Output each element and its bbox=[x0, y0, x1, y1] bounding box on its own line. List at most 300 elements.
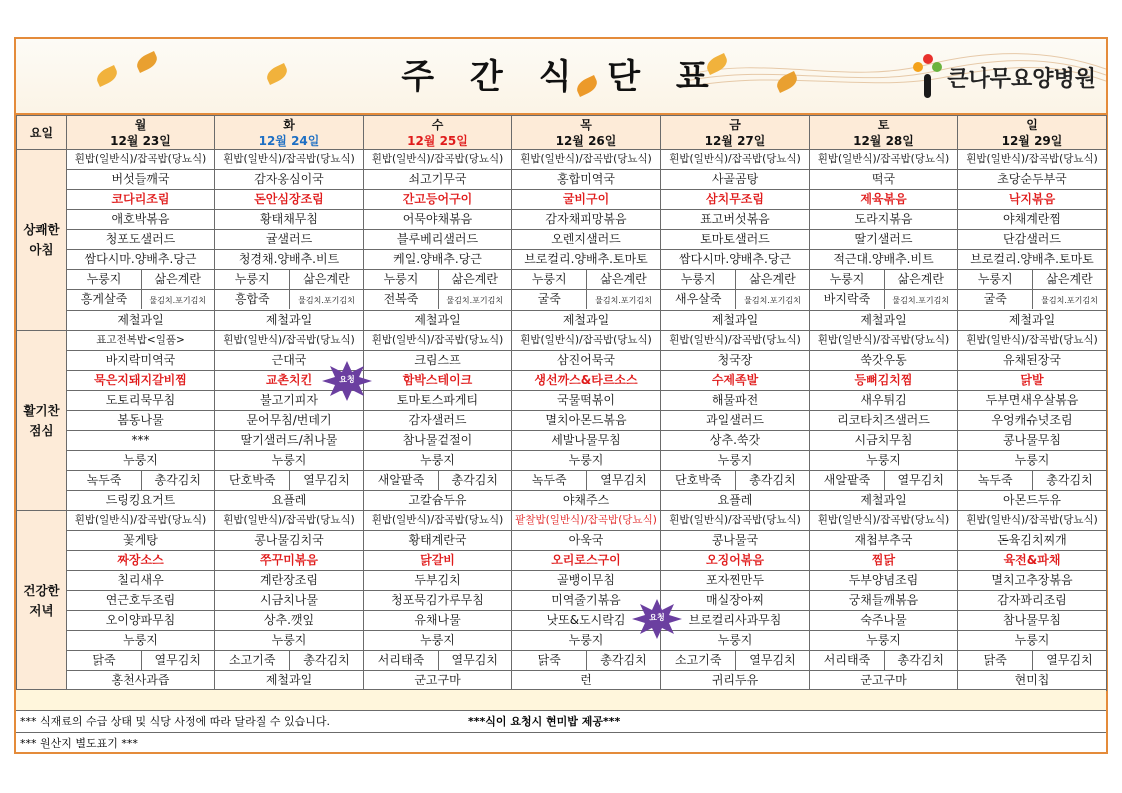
spacer-band bbox=[16, 689, 1106, 710]
porridge-item: 흥게살죽 bbox=[67, 290, 142, 309]
side-pair bbox=[810, 270, 958, 290]
menu-item: 쑥갓우동 bbox=[810, 351, 958, 371]
day-name: 목 bbox=[580, 117, 592, 132]
day-name: 월 bbox=[134, 117, 147, 132]
side-item: 누룽지 bbox=[512, 631, 661, 651]
menu-item: 상추.쑥갓 bbox=[661, 431, 810, 451]
dessert-item: 요플레 bbox=[661, 491, 810, 511]
menu-body bbox=[17, 150, 1107, 691]
day-header-mon bbox=[67, 116, 215, 150]
side-pair bbox=[512, 270, 661, 290]
kimchi-item: 총각김치 bbox=[600, 653, 647, 667]
menu-item: 떡국 bbox=[810, 170, 958, 190]
day-date: 12월 23일 bbox=[110, 133, 171, 148]
menu-item: 단감샐러드 bbox=[958, 230, 1107, 250]
menu-item: 매실장아찌 bbox=[661, 591, 810, 611]
menu-row bbox=[17, 451, 1107, 471]
menu-item: 포자찐만두 bbox=[661, 571, 810, 591]
menu-item: 골뱅이무침 bbox=[512, 571, 661, 591]
side-item: 누룽지 bbox=[67, 451, 215, 471]
kimchi-item: 총각김치 bbox=[1046, 473, 1093, 487]
menu-item: 궁채들깨볶음 bbox=[810, 591, 958, 611]
menu-item: 흰밥(일반식)/잡곡밥(당뇨식) bbox=[364, 331, 512, 351]
menu-item: 낫또&도시락김 bbox=[512, 611, 661, 631]
day-date: 12월 25일 bbox=[407, 133, 468, 148]
menu-item: 흰밥(일반식)/잡곡밥(당뇨식) bbox=[215, 150, 364, 170]
porridge-pair bbox=[215, 651, 364, 671]
menu-row bbox=[17, 491, 1107, 511]
day-name: 일 bbox=[1026, 117, 1038, 132]
badge-label: 요청 bbox=[649, 613, 665, 622]
dessert-item: 귀리두유 bbox=[661, 671, 810, 691]
day-header-sun bbox=[958, 116, 1107, 150]
menu-item: 홍합미역국 bbox=[512, 170, 661, 190]
porridge-pair bbox=[810, 651, 958, 671]
porridge-pair bbox=[512, 651, 661, 671]
note-origin: *** 원산지 별도표기 *** bbox=[20, 737, 138, 750]
menu-item: 꽃게탕 bbox=[67, 531, 215, 551]
menu-item: 유채된장국 bbox=[958, 351, 1107, 371]
menu-item: 불고기피자 bbox=[215, 391, 364, 411]
menu-item: 브로컬리.양배추.토마토 bbox=[512, 250, 661, 270]
menu-item: 닭갈비 bbox=[364, 551, 512, 571]
menu-item: 흰밥(일반식)/잡곡밥(당뇨식) bbox=[512, 331, 661, 351]
menu-item: 흰밥(일반식)/잡곡밥(당뇨식) bbox=[661, 511, 810, 531]
header-banner bbox=[16, 39, 1106, 115]
badge-label: 요청 bbox=[339, 375, 355, 384]
menu-item: 계란장조림 bbox=[215, 571, 364, 591]
side-item: 누룽지 bbox=[67, 270, 142, 289]
dessert-item: 제철과일 bbox=[661, 311, 810, 331]
menu-item: 돈육김치찌개 bbox=[958, 531, 1107, 551]
porridge-item: 녹두죽 bbox=[958, 471, 1033, 490]
porridge-item: 흥합죽 bbox=[215, 290, 290, 309]
menu-item: 초당순두부국 bbox=[958, 170, 1107, 190]
dessert-item: 제철과일 bbox=[958, 311, 1107, 331]
side-item: 누룽지 bbox=[958, 631, 1107, 651]
dessert-item: 제철과일 bbox=[810, 491, 958, 511]
menu-row bbox=[17, 290, 1107, 311]
side-item: 누룽지 bbox=[958, 451, 1107, 471]
kimchi-item: 열무김치 bbox=[451, 653, 498, 667]
porridge-pair bbox=[661, 290, 810, 311]
side-item: 누룽지 bbox=[810, 270, 885, 289]
menu-row bbox=[17, 331, 1107, 351]
logo-text: 큰나무요양병원 bbox=[947, 66, 1096, 92]
kimchi-item: 물김치.포기김치 bbox=[298, 296, 355, 305]
note-supply: *** 식재료의 수급 상태 및 식당 사정에 따라 달라질 수 있습니다. bbox=[20, 715, 330, 728]
menu-item: 콩나물무침 bbox=[958, 431, 1107, 451]
porridge-item: 소고기죽 bbox=[215, 651, 290, 670]
menu-item: 감자채피망볶음 bbox=[512, 210, 661, 230]
side-item: 누룽지 bbox=[661, 631, 810, 651]
day-date: 12월 27일 bbox=[704, 133, 766, 148]
porridge-item: 굴죽 bbox=[958, 290, 1033, 309]
menu-row bbox=[17, 371, 1107, 391]
day-header-tue bbox=[215, 116, 364, 150]
menu-item: 흰밥(일반식)/잡곡밥(당뇨식) bbox=[810, 331, 958, 351]
kimchi-item: 열무김치 bbox=[897, 473, 944, 487]
menu-item: 사골곰탕 bbox=[661, 170, 810, 190]
menu-item: 우엉캐슈넛조림 bbox=[958, 411, 1107, 431]
side-item: 누룽지 bbox=[810, 451, 958, 471]
note-brown-rice: ***식이 요청시 현미밥 제공*** bbox=[468, 715, 621, 728]
side-pair bbox=[958, 270, 1107, 290]
day-header-sat bbox=[810, 116, 958, 150]
menu-item: 근대국 bbox=[215, 351, 364, 371]
dessert-item: 제철과일 bbox=[810, 311, 958, 331]
menu-item: 감자옹심이국 bbox=[215, 170, 364, 190]
kimchi-item: 물김치.포기김치 bbox=[744, 296, 801, 305]
kimchi-item: 총각김치 bbox=[303, 653, 350, 667]
menu-item: 삼진어묵국 bbox=[512, 351, 661, 371]
meal-label-line2: 저녁 bbox=[29, 602, 54, 618]
dessert-item: 군고구마 bbox=[364, 671, 512, 691]
porridge-pair bbox=[215, 290, 364, 311]
menu-item: 케일.양배추.당근 bbox=[364, 250, 512, 270]
page-title: 주 간 식 단 표 bbox=[401, 57, 721, 97]
menu-item: 오징어볶음 bbox=[661, 551, 810, 571]
menu-item: 생선까스&타르소스 bbox=[512, 371, 661, 391]
logo-icon bbox=[913, 54, 943, 100]
menu-item: 브로컬리사과무침 bbox=[661, 611, 810, 631]
menu-item: 흰밥(일반식)/잡곡밥(당뇨식) bbox=[958, 511, 1107, 531]
menu-item: 쌈다시마.양배추.당근 bbox=[661, 250, 810, 270]
dessert-item: 제철과일 bbox=[364, 311, 512, 331]
side-item: 누룽지 bbox=[67, 631, 215, 651]
menu-item: 귤샐러드 bbox=[215, 230, 364, 250]
menu-item: 청국장 bbox=[661, 351, 810, 371]
menu-item: 두부양념조림 bbox=[810, 571, 958, 591]
menu-item: 닭발 bbox=[958, 371, 1107, 391]
porridge-item: 굴죽 bbox=[512, 290, 587, 309]
day-label-header: 요일 bbox=[17, 116, 67, 150]
menu-item: 해물파전 bbox=[661, 391, 810, 411]
menu-item: 팥찰밥(일반식)/잡곡밥(당뇨식) bbox=[512, 511, 661, 531]
day-header-row bbox=[17, 116, 1107, 150]
porridge-pair bbox=[958, 651, 1107, 671]
menu-item: 황태채무침 bbox=[215, 210, 364, 230]
side-item: 삶은계란 bbox=[451, 272, 498, 286]
porridge-pair bbox=[661, 651, 810, 671]
menu-item: 오이양파무침 bbox=[67, 611, 215, 631]
menu-item: 흰밥(일반식)/잡곡밥(당뇨식) bbox=[810, 150, 958, 170]
dessert-item: 제철과일 bbox=[215, 311, 364, 331]
menu-item: 딸기샐러드 bbox=[810, 230, 958, 250]
menu-row bbox=[17, 651, 1107, 671]
meal-label bbox=[17, 331, 67, 511]
menu-item: 흰밥(일반식)/잡곡밥(당뇨식) bbox=[661, 331, 810, 351]
side-item: 누룽지 bbox=[364, 631, 512, 651]
dessert-item: 야채주스 bbox=[512, 491, 661, 511]
menu-item: 도토리묵무침 bbox=[67, 391, 215, 411]
dessert-item: 요플레 bbox=[215, 491, 364, 511]
menu-item: 딸기샐러드/취나물 bbox=[215, 431, 364, 451]
menu-item: 콩나물김치국 bbox=[215, 531, 364, 551]
menu-item: 흰밥(일반식)/잡곡밥(당뇨식) bbox=[364, 511, 512, 531]
day-name: 수 bbox=[431, 117, 444, 132]
porridge-pair bbox=[67, 651, 215, 671]
side-item: 삶은계란 bbox=[154, 272, 201, 286]
menu-item: 참나물무침 bbox=[958, 611, 1107, 631]
dessert-item: 제철과일 bbox=[512, 311, 661, 331]
day-name: 화 bbox=[283, 117, 295, 132]
day-date: 12월 24일 bbox=[258, 133, 320, 148]
meal-label-line1: 활기찬 bbox=[23, 402, 60, 418]
menu-item: 코다리조림 bbox=[67, 190, 215, 210]
menu-item: 미역줄기볶음 bbox=[512, 591, 661, 611]
menu-item: 흰밥(일반식)/잡곡밥(당뇨식) bbox=[512, 150, 661, 170]
porridge-pair bbox=[512, 471, 661, 491]
request-badge bbox=[632, 599, 682, 639]
kimchi-item: 총각김치 bbox=[451, 473, 498, 487]
day-date: 12월 29일 bbox=[1001, 133, 1063, 148]
menu-item: 묵은지돼지갈비찜 bbox=[67, 371, 215, 391]
porridge-pair bbox=[364, 471, 512, 491]
weekly-menu-table bbox=[16, 115, 1107, 691]
menu-row bbox=[17, 210, 1107, 230]
kimchi-item: 열무김치 bbox=[154, 653, 201, 667]
porridge-item: 새알팥죽 bbox=[364, 471, 439, 490]
menu-item: 쭈꾸미볶음 bbox=[215, 551, 364, 571]
porridge-item: 단호박죽 bbox=[661, 471, 736, 490]
menu-item: 아욱국 bbox=[512, 531, 661, 551]
menu-item: 흰밥(일반식)/잡곡밥(당뇨식) bbox=[958, 150, 1107, 170]
menu-item: 낙지볶음 bbox=[958, 190, 1107, 210]
side-pair bbox=[661, 270, 810, 290]
menu-item: 블루베리샐러드 bbox=[364, 230, 512, 250]
menu-item: 봄동나물 bbox=[67, 411, 215, 431]
menu-item: 숙주나물 bbox=[810, 611, 958, 631]
side-item: 누룽지 bbox=[364, 451, 512, 471]
menu-item: 적근대.양배추.비트 bbox=[810, 250, 958, 270]
menu-item: 청포묵김가루무침 bbox=[364, 591, 512, 611]
meal-label bbox=[17, 511, 67, 691]
menu-item: 버섯들깨국 bbox=[67, 170, 215, 190]
menu-item: 크림스프 bbox=[364, 351, 512, 371]
porridge-pair bbox=[810, 290, 958, 311]
menu-item: 도라지볶음 bbox=[810, 210, 958, 230]
porridge-pair bbox=[364, 651, 512, 671]
porridge-item: 단호박죽 bbox=[215, 471, 290, 490]
side-item: 누룽지 bbox=[512, 270, 587, 289]
kimchi-item: 물김치.포기김치 bbox=[892, 296, 950, 305]
dessert-item: 군고구마 bbox=[810, 671, 958, 691]
menu-item: 애호박볶음 bbox=[67, 210, 215, 230]
menu-row bbox=[17, 671, 1107, 691]
menu-item: 황태계란국 bbox=[364, 531, 512, 551]
menu-sheet bbox=[14, 37, 1108, 754]
kimchi-item: 물김치.포기김치 bbox=[595, 296, 652, 305]
menu-item: 시금치나물 bbox=[215, 591, 364, 611]
menu-row bbox=[17, 230, 1107, 250]
porridge-item: 닭죽 bbox=[512, 651, 587, 670]
menu-item: 함박스테이크 bbox=[364, 371, 512, 391]
menu-item: 브로컬리.양배추.토마토 bbox=[958, 250, 1107, 270]
dessert-item: 드링킹요거트 bbox=[67, 491, 215, 511]
side-item: 삶은계란 bbox=[749, 272, 796, 286]
menu-item: 흰밥(일반식)/잡곡밥(당뇨식) bbox=[215, 511, 364, 531]
meal-label-line1: 상쾌한 bbox=[23, 222, 60, 237]
menu-item: 짜장소스 bbox=[67, 551, 215, 571]
day-date: 12월 28일 bbox=[853, 133, 914, 148]
dessert-item: 고칼슘두유 bbox=[364, 491, 512, 511]
porridge-pair bbox=[661, 471, 810, 491]
menu-row bbox=[17, 270, 1107, 290]
side-item: 누룽지 bbox=[661, 270, 736, 289]
porridge-item: 새알팥죽 bbox=[810, 471, 885, 490]
side-item: 누룽지 bbox=[958, 270, 1033, 289]
menu-item: 감자샐러드 bbox=[364, 411, 512, 431]
day-header-fri bbox=[661, 116, 810, 150]
kimchi-item: 총각김치 bbox=[749, 473, 796, 487]
dessert-item: 홍천사과즙 bbox=[67, 671, 215, 691]
menu-item: 두부김치 bbox=[364, 571, 512, 591]
menu-item: 흰밥(일반식)/잡곡밥(당뇨식) bbox=[810, 511, 958, 531]
menu-item: 상추.깻잎 bbox=[215, 611, 364, 631]
side-pair bbox=[215, 270, 364, 290]
menu-row bbox=[17, 411, 1107, 431]
side-item: 누룽지 bbox=[364, 270, 439, 289]
menu-row bbox=[17, 591, 1107, 611]
menu-item: 교촌치킨 bbox=[215, 371, 364, 391]
dessert-item: 런 bbox=[512, 671, 661, 691]
menu-item: 시금치무침 bbox=[810, 431, 958, 451]
side-item: 삶은계란 bbox=[897, 272, 944, 286]
hospital-logo bbox=[913, 53, 1096, 101]
menu-item: 흰밥(일반식)/잡곡밥(당뇨식) bbox=[958, 331, 1107, 351]
side-pair bbox=[364, 270, 512, 290]
menu-row bbox=[17, 631, 1107, 651]
menu-item: 토마토스파게티 bbox=[364, 391, 512, 411]
menu-item: 감자꽈리조림 bbox=[958, 591, 1107, 611]
menu-item: 쌈다시마.양배추.당근 bbox=[67, 250, 215, 270]
menu-row bbox=[17, 431, 1107, 451]
dessert-item: 현미칩 bbox=[958, 671, 1107, 691]
menu-row bbox=[17, 511, 1107, 531]
menu-item: 멸치아몬드볶음 bbox=[512, 411, 661, 431]
menu-row bbox=[17, 571, 1107, 591]
kimchi-item: 물김치.포기김치 bbox=[1041, 296, 1098, 305]
menu-item: 흰밥(일반식)/잡곡밥(당뇨식) bbox=[215, 331, 364, 351]
menu-item: 오렌지샐러드 bbox=[512, 230, 661, 250]
kimchi-item: 열무김치 bbox=[749, 653, 796, 667]
menu-row bbox=[17, 250, 1107, 270]
menu-item: 흰밥(일반식)/잡곡밥(당뇨식) bbox=[67, 511, 215, 531]
kimchi-item: 총각김치 bbox=[897, 653, 944, 667]
menu-item: 두부면새우살볶음 bbox=[958, 391, 1107, 411]
menu-item: 제육볶음 bbox=[810, 190, 958, 210]
menu-item: 연근호두조림 bbox=[67, 591, 215, 611]
menu-item: 칠리새우 bbox=[67, 571, 215, 591]
menu-item: 토마토샐러드 bbox=[661, 230, 810, 250]
porridge-pair bbox=[67, 290, 215, 311]
menu-item: 과일샐러드 bbox=[661, 411, 810, 431]
menu-item: 청경채.양배추.비트 bbox=[215, 250, 364, 270]
kimchi-item: 물김치.포기김치 bbox=[149, 296, 207, 305]
menu-item: 등뼈김치찜 bbox=[810, 371, 958, 391]
menu-item: *** bbox=[67, 431, 215, 451]
note-row-2 bbox=[16, 732, 1106, 754]
porridge-pair bbox=[364, 290, 512, 311]
menu-row bbox=[17, 531, 1107, 551]
menu-row bbox=[17, 150, 1107, 170]
day-name: 금 bbox=[729, 117, 741, 132]
menu-item: 흰밥(일반식)/잡곡밥(당뇨식) bbox=[661, 150, 810, 170]
menu-item: 참나물겉절이 bbox=[364, 431, 512, 451]
porridge-pair bbox=[215, 471, 364, 491]
menu-row bbox=[17, 551, 1107, 571]
porridge-item: 닭죽 bbox=[958, 651, 1033, 670]
dessert-item: 아몬드두유 bbox=[958, 491, 1107, 511]
menu-item: 청포도샐러드 bbox=[67, 230, 215, 250]
porridge-item: 서리태죽 bbox=[364, 651, 439, 670]
porridge-pair bbox=[67, 471, 215, 491]
menu-item: 국물떡볶이 bbox=[512, 391, 661, 411]
meal-label-line2: 점심 bbox=[29, 422, 54, 438]
menu-item: 야채계란찜 bbox=[958, 210, 1107, 230]
day-date: 12월 26일 bbox=[555, 133, 617, 148]
menu-item: 돈안심장조림 bbox=[215, 190, 364, 210]
menu-item: 간고등어구이 bbox=[364, 190, 512, 210]
porridge-pair bbox=[512, 290, 661, 311]
dessert-item: 제철과일 bbox=[67, 311, 215, 331]
dessert-item: 제철과일 bbox=[215, 671, 364, 691]
porridge-pair bbox=[810, 471, 958, 491]
side-item: 누룽지 bbox=[215, 270, 290, 289]
day-header-thu bbox=[512, 116, 661, 150]
menu-item: 세발나물무침 bbox=[512, 431, 661, 451]
porridge-item: 서리태죽 bbox=[810, 651, 885, 670]
side-item: 누룽지 bbox=[810, 631, 958, 651]
side-item: 누룽지 bbox=[215, 631, 364, 651]
menu-item: 흰밥(일반식)/잡곡밥(당뇨식) bbox=[67, 150, 215, 170]
day-name: 토 bbox=[877, 117, 890, 132]
side-item: 삶은계란 bbox=[303, 272, 350, 286]
menu-row bbox=[17, 311, 1107, 331]
menu-item: 멸치고추장볶음 bbox=[958, 571, 1107, 591]
kimchi-item: 열무김치 bbox=[600, 473, 647, 487]
menu-item: 문어무침/번데기 bbox=[215, 411, 364, 431]
kimchi-item: 물김치.포기김치 bbox=[446, 296, 504, 305]
side-item: 누룽지 bbox=[215, 451, 364, 471]
day-header-wed bbox=[364, 116, 512, 150]
menu-item: 표고전복밥<일품> bbox=[67, 331, 215, 351]
menu-item: 바지락미역국 bbox=[67, 351, 215, 371]
menu-item: 콩나물국 bbox=[661, 531, 810, 551]
side-item: 삶은계란 bbox=[600, 272, 647, 286]
menu-item: 재첩부추국 bbox=[810, 531, 958, 551]
menu-row bbox=[17, 611, 1107, 631]
porridge-item: 녹두죽 bbox=[512, 471, 587, 490]
menu-item: 쇠고기무국 bbox=[364, 170, 512, 190]
kimchi-item: 총각김치 bbox=[154, 473, 201, 487]
side-item: 누룽지 bbox=[661, 451, 810, 471]
menu-item: 오리로스구이 bbox=[512, 551, 661, 571]
side-item: 삶은계란 bbox=[1046, 272, 1093, 286]
menu-item: 찜닭 bbox=[810, 551, 958, 571]
menu-row bbox=[17, 471, 1107, 491]
menu-item: 어묵야채볶음 bbox=[364, 210, 512, 230]
side-item: 누룽지 bbox=[512, 451, 661, 471]
porridge-item: 새우살죽 bbox=[661, 290, 736, 309]
request-badge bbox=[322, 361, 372, 401]
porridge-item: 바지락죽 bbox=[810, 290, 885, 309]
menu-item: 새우튀김 bbox=[810, 391, 958, 411]
menu-item: 표고버섯볶음 bbox=[661, 210, 810, 230]
menu-row bbox=[17, 351, 1107, 371]
porridge-item: 녹두죽 bbox=[67, 471, 142, 490]
